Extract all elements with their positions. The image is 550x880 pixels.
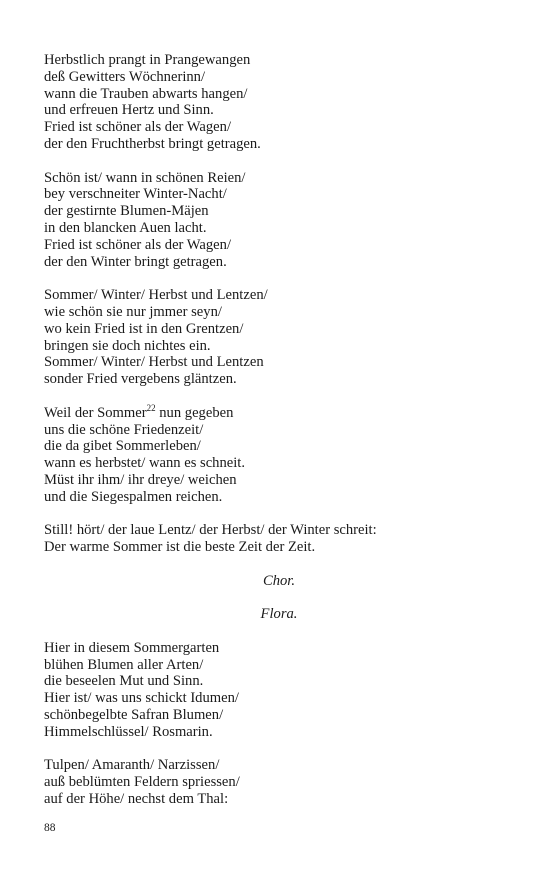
flora-stanza-2 [44,757,514,807]
verse-line: und erfreuen Hertz und Sinn. [44,102,214,119]
verse-line: Sommer/ Winter/ Herbst und Lentzen/ [44,287,268,304]
poem-body [44,52,514,825]
verse-line: Tulpen/ Amaranth/ Narzissen/ [44,757,220,774]
verse-line: Hier ist/ was uns schickt Idumen/ [44,690,239,707]
footnote-marker[interactable]: 22 [146,402,156,413]
verse-line: auß beblümten Feldern spriessen/ [44,774,240,791]
verse-line: wann die Trauben abwarts hangen/ [44,85,248,102]
speaker-label: Flora. [260,606,298,623]
verse-line: Fried ist schöner als der Wagen/ [44,119,232,136]
stanza-1 [44,52,514,153]
verse-line [44,402,514,422]
verse-line: Schön ist/ wann in schönen Reien/ [44,169,246,186]
verse-line: bey verschneiter Winter-Nacht/ [44,186,227,203]
verse-line: Himmelschlüssel/ Rosmarin. [44,723,213,740]
verse-line-end: nun gegeben [155,404,234,421]
verse-line: uns die schöne Friedenzeit/ [44,421,204,438]
stanza-4 [44,402,514,506]
verse-line: der gestirnte Blumen-Mäjen [44,203,209,220]
stanza-2 [44,170,514,271]
verse-line: sonder Fried vergebens gläntzen. [44,371,237,388]
chorus-label: Chor. [262,572,296,589]
verse-line: die beseelen Mut und Sinn. [44,673,204,690]
verse-line: Herbstlich prangt in Prangewangen [44,52,251,68]
verse-line: Fried ist schöner als der Wagen/ [44,236,232,253]
verse-line: deß Gewitters Wöchnerinn/ [44,68,206,85]
verse-line: und die Siegespalmen reichen. [44,488,223,505]
page-number: 88 [44,822,56,834]
verse-line: wo kein Fried ist in den Grentzen/ [44,320,244,337]
verse-line: die da gibet Sommerleben/ [44,438,201,455]
stanza-3 [44,287,514,388]
verse-line: Der warme Sommer ist die beste Zeit der Zeit. [44,539,316,556]
verse-line: bringen sie doch nichtes ein. [44,337,211,354]
verse-line: blühen Blumen aller Arten/ [44,656,204,673]
verse-line: wann es herbstet/ wann es schneit. [44,455,246,472]
verse-line: in den blancken Auen lacht. [44,219,207,236]
verse-line: Hier in diesem Sommergarten [44,639,220,656]
verse-line: der den Winter bringt getragen. [44,253,227,270]
verse-line: schönbegelbte Safran Blumen/ [44,707,224,724]
verse-line: der den Fruchtherbst bringt getragen. [44,135,261,152]
stanza-5 [44,522,514,556]
verse-line: Müst ihr ihm/ ihr dreye/ weichen [44,471,237,488]
verse-line: wie schön sie nur jmmer seyn/ [44,303,222,320]
verse-line: auf der Höhe/ nechst dem Thal: [44,791,229,808]
verse-line: Sommer/ Winter/ Herbst und Lentzen [44,354,264,371]
verse-line-start: Weil der Sommer [44,404,147,421]
flora-stanza-1 [44,640,514,741]
verse-line: Still! hört/ der laue Lentz/ der Herbst/ der Winter schreit: [44,522,377,539]
